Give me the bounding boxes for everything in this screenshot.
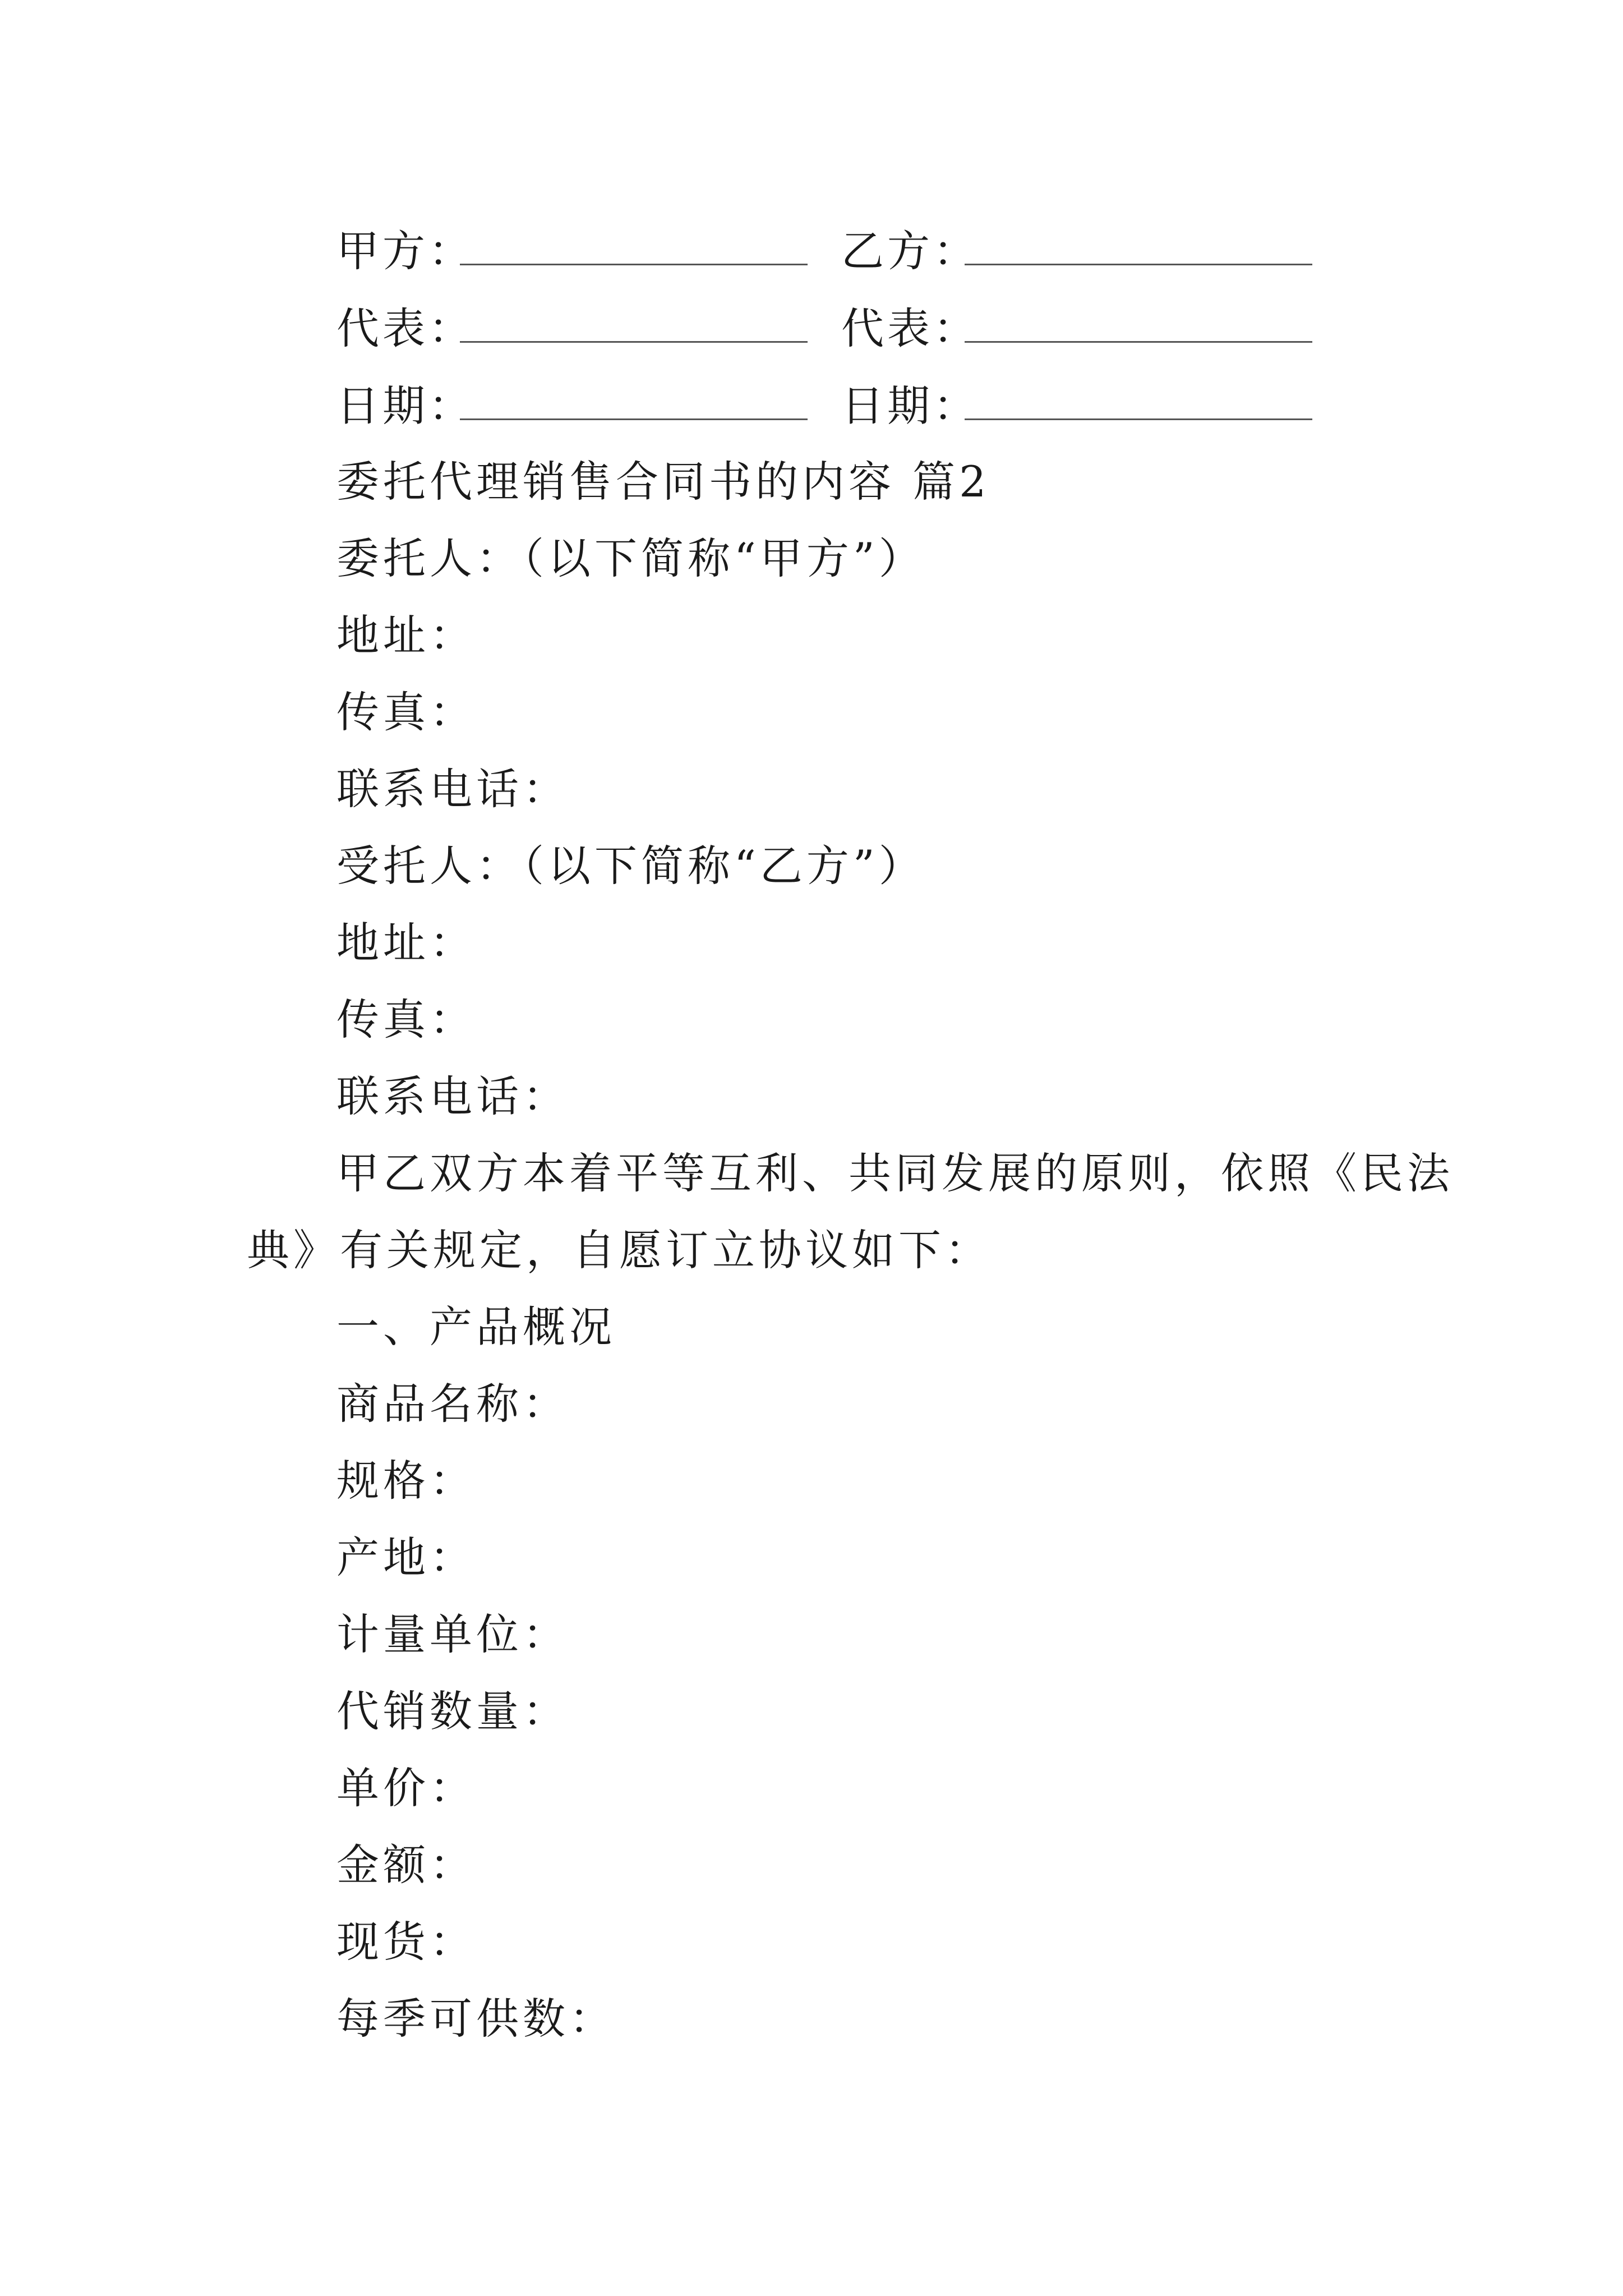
party-a-representative-cell bbox=[336, 295, 841, 356]
party-b-cell bbox=[841, 217, 1335, 278]
product-name-field: 商品名称： bbox=[336, 1379, 569, 1429]
party-b-representative-label: 代表： bbox=[841, 303, 979, 353]
origin-field: 产地： bbox=[336, 1533, 476, 1582]
party-a-blank-line[interactable] bbox=[460, 264, 808, 265]
party-b-representative-blank-line[interactable] bbox=[965, 341, 1312, 343]
party-b-representative-cell bbox=[841, 295, 1335, 356]
signature-row-date bbox=[336, 364, 1335, 441]
party-b-date-blank-line[interactable] bbox=[965, 418, 1312, 420]
principal-line: 委托人：（以下简称“甲方”） bbox=[336, 533, 925, 583]
party-b-date-label: 日期： bbox=[841, 380, 979, 431]
contract-body bbox=[247, 443, 1454, 2057]
stock-field: 现货： bbox=[336, 1917, 476, 1967]
party-a-label: 甲方： bbox=[336, 226, 474, 276]
amount-field: 金额： bbox=[336, 1840, 476, 1890]
party-b-blank-line[interactable] bbox=[965, 264, 1312, 265]
party-b-label: 乙方： bbox=[841, 226, 979, 276]
party-a-representative-label: 代表： bbox=[336, 303, 474, 353]
intro-paragraph bbox=[247, 1135, 1454, 1289]
quantity-field: 代销数量： bbox=[336, 1686, 569, 1736]
party-a-date-label: 日期： bbox=[336, 380, 474, 431]
agent-fax: 传真： bbox=[336, 995, 476, 1045]
agent-address: 地址： bbox=[336, 918, 476, 968]
seasonal-supply-field: 每季可供数： bbox=[336, 1994, 616, 2044]
intro-paragraph-line-2: 典》有关规定，自愿订立协议如下： bbox=[247, 1225, 992, 1275]
agent-line: 受托人：（以下简称“乙方”） bbox=[336, 841, 925, 891]
principal-address: 地址： bbox=[336, 610, 476, 660]
unit-field: 计量单位： bbox=[336, 1609, 569, 1659]
principal-fax: 传真： bbox=[336, 687, 476, 737]
party-a-date-cell bbox=[336, 372, 841, 433]
section-1-title: 一、产品概况 bbox=[336, 1302, 616, 1352]
party-a-date-blank-line[interactable] bbox=[460, 418, 808, 420]
signature-row-representative bbox=[336, 286, 1335, 364]
agent-phone: 联系电话： bbox=[336, 1071, 569, 1121]
signature-row-party bbox=[336, 209, 1335, 286]
price-field: 单价： bbox=[336, 1763, 476, 1813]
party-a-representative-blank-line[interactable] bbox=[460, 341, 808, 343]
section-heading: 委托代理销售合同书的内容 篇2 bbox=[336, 457, 990, 507]
signature-block bbox=[336, 209, 1335, 441]
principal-phone: 联系电话： bbox=[336, 764, 569, 814]
party-a-cell bbox=[336, 217, 841, 278]
intro-paragraph-line-1: 甲乙双方本着平等互利、共同发展的原则，依照《民法 bbox=[336, 1148, 1454, 1198]
party-b-date-cell bbox=[841, 372, 1335, 433]
spec-field: 规格： bbox=[336, 1456, 476, 1506]
